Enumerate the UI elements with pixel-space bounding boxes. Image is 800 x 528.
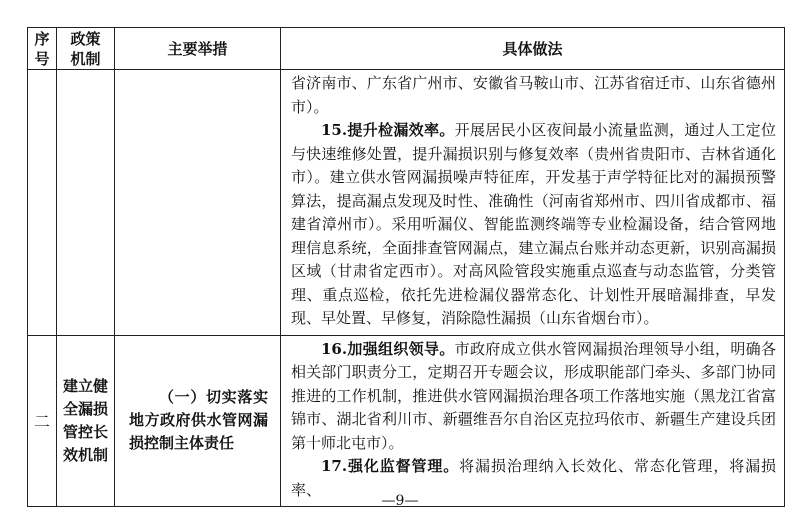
header-mechanism: 政策机制 — [57, 28, 115, 70]
mechanism-text: 建立健全漏损管控长效机制 — [63, 376, 109, 464]
mechanism-cell — [57, 335, 115, 507]
item-15-lead: 15.提升检漏效率。 — [321, 121, 455, 139]
header-measures: 主要举措 — [115, 28, 281, 70]
mechanism-cell — [57, 70, 115, 336]
seq-cell: 二 — [28, 335, 57, 507]
practice-cell — [281, 70, 785, 336]
measure-cell — [115, 335, 281, 507]
practice-cell — [281, 335, 785, 507]
item-15-text: 开展居民小区夜间最小流量监测，通过人工定位与快速维修处置，提升漏损识别与修复效率（贵州省贵阳市、吉林省通化市）。建立供水管网漏损噪声特征库，开发基于声学特征比对的漏损预警算法，提高漏点发现及时性、准确性（河南省郑州市、四川省成都市、福建省漳州市）。采用听漏仪、智能监测终端等专业检漏设备，结合管网地理信息系统，全面排查管网漏点，建立漏点台账并动态更新，识别高漏损区域（甘肃省定西市）。对高风险管段实施重点巡查与动态监管，分类管理、重点巡检，依托先进检漏仪器常态化、计划性开展暗漏排查，早发现、早处置、早修复，消除隐性漏损（山东省烟台市）。 — [291, 121, 776, 327]
item-17-text: 将漏损治理纳入长效化、常态化管理，将漏损率、 — [291, 457, 776, 499]
page-number: —9— — [381, 493, 419, 509]
continuation-text: 省济南市、广东省广州市、安徽省马鞍山市、江苏省宿迁市、山东省德州市）。 — [291, 74, 776, 116]
item-16-lead: 16.加强组织领导。 — [321, 339, 455, 358]
item-16 — [291, 338, 776, 456]
policy-table — [27, 27, 785, 507]
header-seq: 序号 — [28, 28, 57, 70]
measure-text: （一）切实落实地方政府供水管网漏损控制主体责任 — [129, 388, 268, 453]
header-practice: 具体做法 — [281, 28, 785, 70]
table-header-row — [28, 28, 785, 70]
table-row — [28, 335, 785, 507]
table-row — [28, 70, 785, 336]
seq-cell — [28, 70, 57, 336]
measure-cell — [115, 70, 281, 336]
item-16-text: 市政府成立供水管网漏损治理领导小组，明确各相关部门职责分工，定期召开专题会议，形成职能部门牵头、多部门协同推进的工作机制，推进供水管网漏损治理各项工作落地实施（黑龙江省富锦市、湖北省利川市、新疆维吾尔自治区克拉玛依市、新疆生产建设兵团第十师北屯市）。 — [291, 339, 776, 452]
item-17-lead: 17.强化监督管理。 — [321, 457, 460, 475]
item-15 — [291, 119, 776, 331]
